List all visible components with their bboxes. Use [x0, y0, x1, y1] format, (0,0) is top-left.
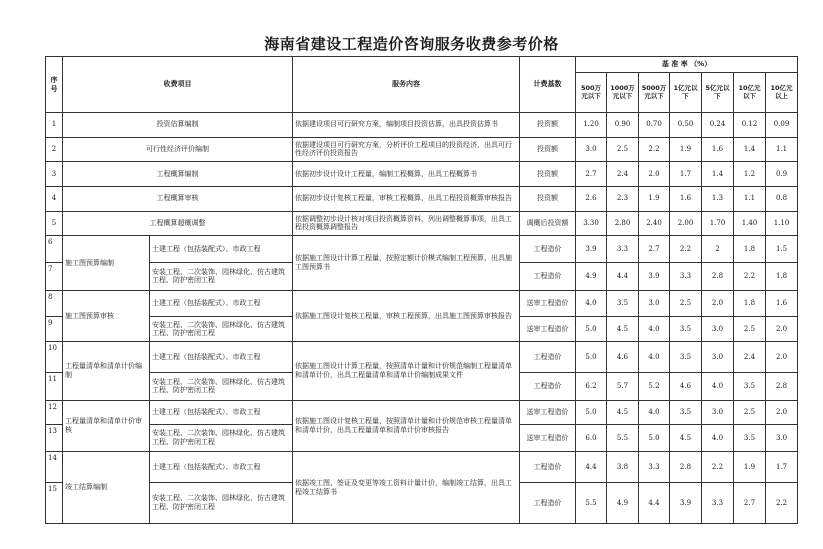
- row-basis: 工程造价: [520, 236, 576, 263]
- row-no: 14: [46, 452, 63, 483]
- rate-cell: 3.0: [702, 342, 734, 373]
- tier-header: 10亿元以上: [766, 73, 798, 113]
- table-row: [46, 342, 798, 373]
- group-service: 依据竣工图、签证及变更等竣工资料计量计价，编制竣工结算，出具工程竣工结算书: [293, 452, 520, 524]
- row-service: 依据初步设计设计工程量，编制工程概算，出具工程概算书: [293, 162, 520, 187]
- row-basis: 投资额: [520, 162, 576, 187]
- rate-cell: 2.2: [670, 236, 702, 263]
- rate-cell: 3.0: [766, 425, 798, 452]
- rate-cell: 2.2: [702, 452, 734, 483]
- sub-item: 土建工程（包括装配式）、市政工程: [150, 290, 293, 317]
- row-no: 6: [46, 236, 63, 263]
- rate-cell: 0.90: [607, 113, 639, 138]
- rate-cell: 2.00: [670, 211, 702, 236]
- page-title: 海南省建设工程造价咨询服务收费参考价格: [264, 35, 559, 53]
- row-no: 8: [46, 290, 63, 317]
- simple-rows: [46, 113, 798, 236]
- rate-cell: 1.6: [702, 137, 734, 162]
- rate-cell: 1.7: [766, 452, 798, 483]
- rate-cell: 3.3: [607, 236, 639, 263]
- rate-cell: 0.12: [734, 113, 766, 138]
- rate-cell: 2.8: [702, 263, 734, 291]
- rate-cell: 2.80: [607, 211, 639, 236]
- rate-cell: 2.5: [734, 400, 766, 425]
- rate-cell: 3.0: [576, 137, 607, 162]
- row-basis: 送审工程造价: [520, 425, 576, 452]
- header-basis: 计费基数: [520, 57, 576, 113]
- group-item: 施工图预算编制: [63, 236, 150, 290]
- rate-cell: 2.2: [639, 137, 670, 162]
- rate-cell: 3.8: [607, 452, 639, 483]
- tier-header: 5000万元以下: [639, 73, 670, 113]
- row-no: 12: [46, 400, 63, 425]
- group-item: 施工图预算审核: [63, 290, 150, 341]
- rate-cell: 5.0: [576, 400, 607, 425]
- header-row: [46, 57, 798, 73]
- table-row: [46, 211, 798, 236]
- rate-cell: 6.2: [576, 372, 607, 400]
- rate-cell: 4.0: [639, 400, 670, 425]
- rate-cell: 3.5: [670, 400, 702, 425]
- row-basis: 工程造价: [520, 482, 576, 523]
- row-basis: 工程造价: [520, 342, 576, 373]
- rate-cell: 5.5: [576, 482, 607, 523]
- row-no: 3: [46, 162, 63, 187]
- rate-cell: 4.0: [639, 317, 670, 342]
- rate-cell: 1.8: [766, 263, 798, 291]
- sub-item: 安装工程、二次装饰、园林绿化、仿古建筑工程、防护密闭工程: [150, 263, 293, 291]
- rate-cell: 4.0: [702, 372, 734, 400]
- rate-cell: 2.5: [607, 137, 639, 162]
- rate-cell: 3.0: [639, 290, 670, 317]
- row-item: 投资估算编制: [63, 113, 293, 138]
- rate-cell: 1.3: [702, 186, 734, 211]
- rate-cell: 2.8: [766, 372, 798, 400]
- sub-item: 土建工程（包括装配式）、市政工程: [150, 452, 293, 483]
- row-no: 10: [46, 342, 63, 373]
- rate-cell: 1.70: [702, 211, 734, 236]
- rate-cell: 4.5: [670, 425, 702, 452]
- row-no: 7: [46, 263, 63, 291]
- row-basis: 送审工程造价: [520, 400, 576, 425]
- row-item: 工程概算审核: [63, 186, 293, 211]
- rate-cell: 2.6: [576, 186, 607, 211]
- header-seq: 序号: [46, 57, 63, 113]
- rate-cell: 5.5: [607, 425, 639, 452]
- row-basis: 投资额: [520, 137, 576, 162]
- sub-item: 安装工程、二次装饰、园林绿化、仿古建筑工程、防护密闭工程: [150, 317, 293, 342]
- rate-cell: 2.5: [734, 317, 766, 342]
- rate-cell: 2.4: [607, 162, 639, 187]
- rate-cell: 2.0: [639, 162, 670, 187]
- rate-cell: 4.9: [576, 263, 607, 291]
- rate-cell: 4.5: [607, 400, 639, 425]
- table-row: [46, 137, 798, 162]
- sub-item: 安装工程、二次装饰、园林绿化、仿古建筑工程、防护密闭工程: [150, 372, 293, 400]
- row-basis: 工程造价: [520, 263, 576, 291]
- rate-cell: 1.2: [734, 162, 766, 187]
- rate-cell: 2.40: [639, 211, 670, 236]
- rate-cell: 4.0: [702, 425, 734, 452]
- rate-cell: 3.5: [607, 290, 639, 317]
- group-item: 竣工结算编制: [63, 452, 150, 524]
- header-rate-group: 基 准 率 （%）: [576, 57, 798, 73]
- row-no: 11: [46, 372, 63, 400]
- rate-cell: 2: [702, 236, 734, 263]
- group-item: 工程量清单和清单计价审核: [63, 400, 150, 451]
- row-item: 工程概算超概调整: [63, 211, 293, 236]
- row-basis: 工程造价: [520, 372, 576, 400]
- rate-cell: 1.8: [734, 290, 766, 317]
- group-item: 工程量清单和清单计价编制: [63, 342, 150, 401]
- row-basis: 送审工程造价: [520, 317, 576, 342]
- rate-cell: 5.0: [639, 425, 670, 452]
- row-no: 13: [46, 425, 63, 452]
- header-service: 服务内容: [293, 57, 520, 113]
- rate-cell: 3.9: [576, 236, 607, 263]
- rate-cell: 2.7: [734, 482, 766, 523]
- row-no: 4: [46, 186, 63, 211]
- sub-item: 土建工程（包括装配式）、市政工程: [150, 236, 293, 263]
- row-service: 依据初步设计复核工程量，审核工程概算，出具工程投资概算审核报告: [293, 186, 520, 211]
- rate-cell: 1.6: [670, 186, 702, 211]
- rate-cell: 2.5: [670, 290, 702, 317]
- sub-item: 安装工程、二次装饰、园林绿化、仿古建筑工程、防护密闭工程: [150, 425, 293, 452]
- rate-cell: 2.4: [734, 342, 766, 373]
- rate-cell: 5.0: [576, 317, 607, 342]
- rate-cell: 2.0: [766, 342, 798, 373]
- rate-cell: 1.8: [734, 236, 766, 263]
- rate-cell: 3.9: [639, 263, 670, 291]
- rate-cell: 1.40: [734, 211, 766, 236]
- rate-cell: 3.3: [670, 263, 702, 291]
- rate-cell: 1.6: [766, 290, 798, 317]
- tier-header: 1亿元以下: [670, 73, 702, 113]
- rate-cell: 2.0: [766, 400, 798, 425]
- rate-cell: 5.0: [576, 342, 607, 373]
- row-item: 工程概算编制: [63, 162, 293, 187]
- row-no: 1: [46, 113, 63, 138]
- row-service: 依据建设项目可行研究方案，分析评价工程项目的投资经济，出具可行性经济评价投资报告: [293, 137, 520, 162]
- table-row: [46, 236, 798, 263]
- sub-item: 土建工程（包括装配式）、市政工程: [150, 342, 293, 373]
- rate-cell: 3.9: [670, 482, 702, 523]
- rate-cell: 1.4: [702, 162, 734, 187]
- rate-cell: 1.4: [734, 137, 766, 162]
- rate-cell: 3.3: [702, 482, 734, 523]
- group-service: 依据施工图设计计算工程量，按照定额计价模式编制工程预算，出具施工图预算书: [293, 236, 520, 290]
- fee-table: [45, 56, 798, 524]
- rate-cell: 4.4: [576, 452, 607, 483]
- table-row: [46, 452, 798, 483]
- rate-cell: 0.9: [766, 162, 798, 187]
- rate-cell: 0.09: [766, 113, 798, 138]
- row-no: 15: [46, 482, 63, 523]
- rate-cell: 4.6: [670, 372, 702, 400]
- rate-cell: 3.3: [639, 452, 670, 483]
- row-basis: 投资额: [520, 113, 576, 138]
- rate-cell: 0.8: [766, 186, 798, 211]
- tier-header: 10亿元以下: [734, 73, 766, 113]
- tier-header: 500万元以下: [576, 73, 607, 113]
- tier-header: 1000万元以下: [607, 73, 639, 113]
- rate-cell: 1.1: [734, 186, 766, 211]
- row-service: 依据建设项目可行研究方案，编制项目投资估算，出具投资估算书: [293, 113, 520, 138]
- rate-cell: 2.0: [766, 317, 798, 342]
- table-row: [46, 186, 798, 211]
- group-rows: [46, 236, 798, 524]
- rate-cell: 1.20: [576, 113, 607, 138]
- rate-cell: 5.2: [639, 372, 670, 400]
- row-basis: 工程造价: [520, 452, 576, 483]
- row-basis: 送审工程造价: [520, 290, 576, 317]
- group-service: 依据施工图设计计算工程量，按照清单计量和计价规范编制工程量清单和清单计价，出具工程量清单和清单计价编制成果文件: [293, 342, 520, 401]
- rate-cell: 2.8: [670, 452, 702, 483]
- rate-cell: 2.2: [766, 482, 798, 523]
- rate-cell: 1.5: [766, 236, 798, 263]
- rate-cell: 3.0: [702, 317, 734, 342]
- rate-cell: 3.0: [702, 400, 734, 425]
- rate-cell: 1.7: [670, 162, 702, 187]
- table-row: [46, 290, 798, 317]
- row-no: 5: [46, 211, 63, 236]
- rate-cell: 0.24: [702, 113, 734, 138]
- rate-cell: 6.0: [576, 425, 607, 452]
- row-no: 2: [46, 137, 63, 162]
- rate-cell: 3.5: [734, 372, 766, 400]
- rate-cell: 1.9: [734, 452, 766, 483]
- header-item: 收费项目: [63, 57, 293, 113]
- sub-item: 安装工程、二次装饰、园林绿化、仿古建筑工程、防护密闭工程: [150, 482, 293, 523]
- rate-cell: 4.9: [607, 482, 639, 523]
- rate-cell: 4.4: [607, 263, 639, 291]
- rate-cell: 2.7: [576, 162, 607, 187]
- rate-cell: 4.5: [607, 317, 639, 342]
- group-service: 依据施工图设计复核工程量，审核工程预算，出具施工图预算审核报告: [293, 290, 520, 341]
- rate-cell: 4.0: [576, 290, 607, 317]
- rate-cell: 4.6: [607, 342, 639, 373]
- group-service: 依据施工图设计复核工程量，按照清单计量和计价规范审核工程量清单和清单计价，出具工程量清单和清单计价审核报告: [293, 400, 520, 451]
- rate-cell: 3.5: [734, 425, 766, 452]
- rate-cell: 2.3: [607, 186, 639, 211]
- rate-cell: 2.2: [734, 263, 766, 291]
- row-no: 9: [46, 317, 63, 342]
- rate-cell: 2.0: [702, 290, 734, 317]
- rate-cell: 1.9: [670, 137, 702, 162]
- rate-cell: 0.70: [639, 113, 670, 138]
- rate-cell: 3.30: [576, 211, 607, 236]
- row-basis: 调概后投资额: [520, 211, 576, 236]
- rate-cell: 4.4: [639, 482, 670, 523]
- rate-cell: 2.7: [639, 236, 670, 263]
- table-row: [46, 162, 798, 187]
- row-service: 依据调整初步设计核对项目投资概算资料，列出调整概算事项，出具工程投资概算调整报告: [293, 211, 520, 236]
- rate-cell: 3.5: [670, 342, 702, 373]
- table-row: [46, 400, 798, 425]
- tier-header: 5亿元以下: [702, 73, 734, 113]
- rate-cell: 0.50: [670, 113, 702, 138]
- row-basis: 投资额: [520, 186, 576, 211]
- rate-cell: 5.7: [607, 372, 639, 400]
- rate-cell: 1.1: [766, 137, 798, 162]
- table-row: [46, 113, 798, 138]
- rate-cell: 3.5: [670, 317, 702, 342]
- rate-cell: 1.9: [639, 186, 670, 211]
- sub-item: 土建工程（包括装配式）、市政工程: [150, 400, 293, 425]
- row-item: 可行性经济评价编制: [63, 137, 293, 162]
- rate-cell: 4.0: [639, 342, 670, 373]
- rate-cell: 1.10: [766, 211, 798, 236]
